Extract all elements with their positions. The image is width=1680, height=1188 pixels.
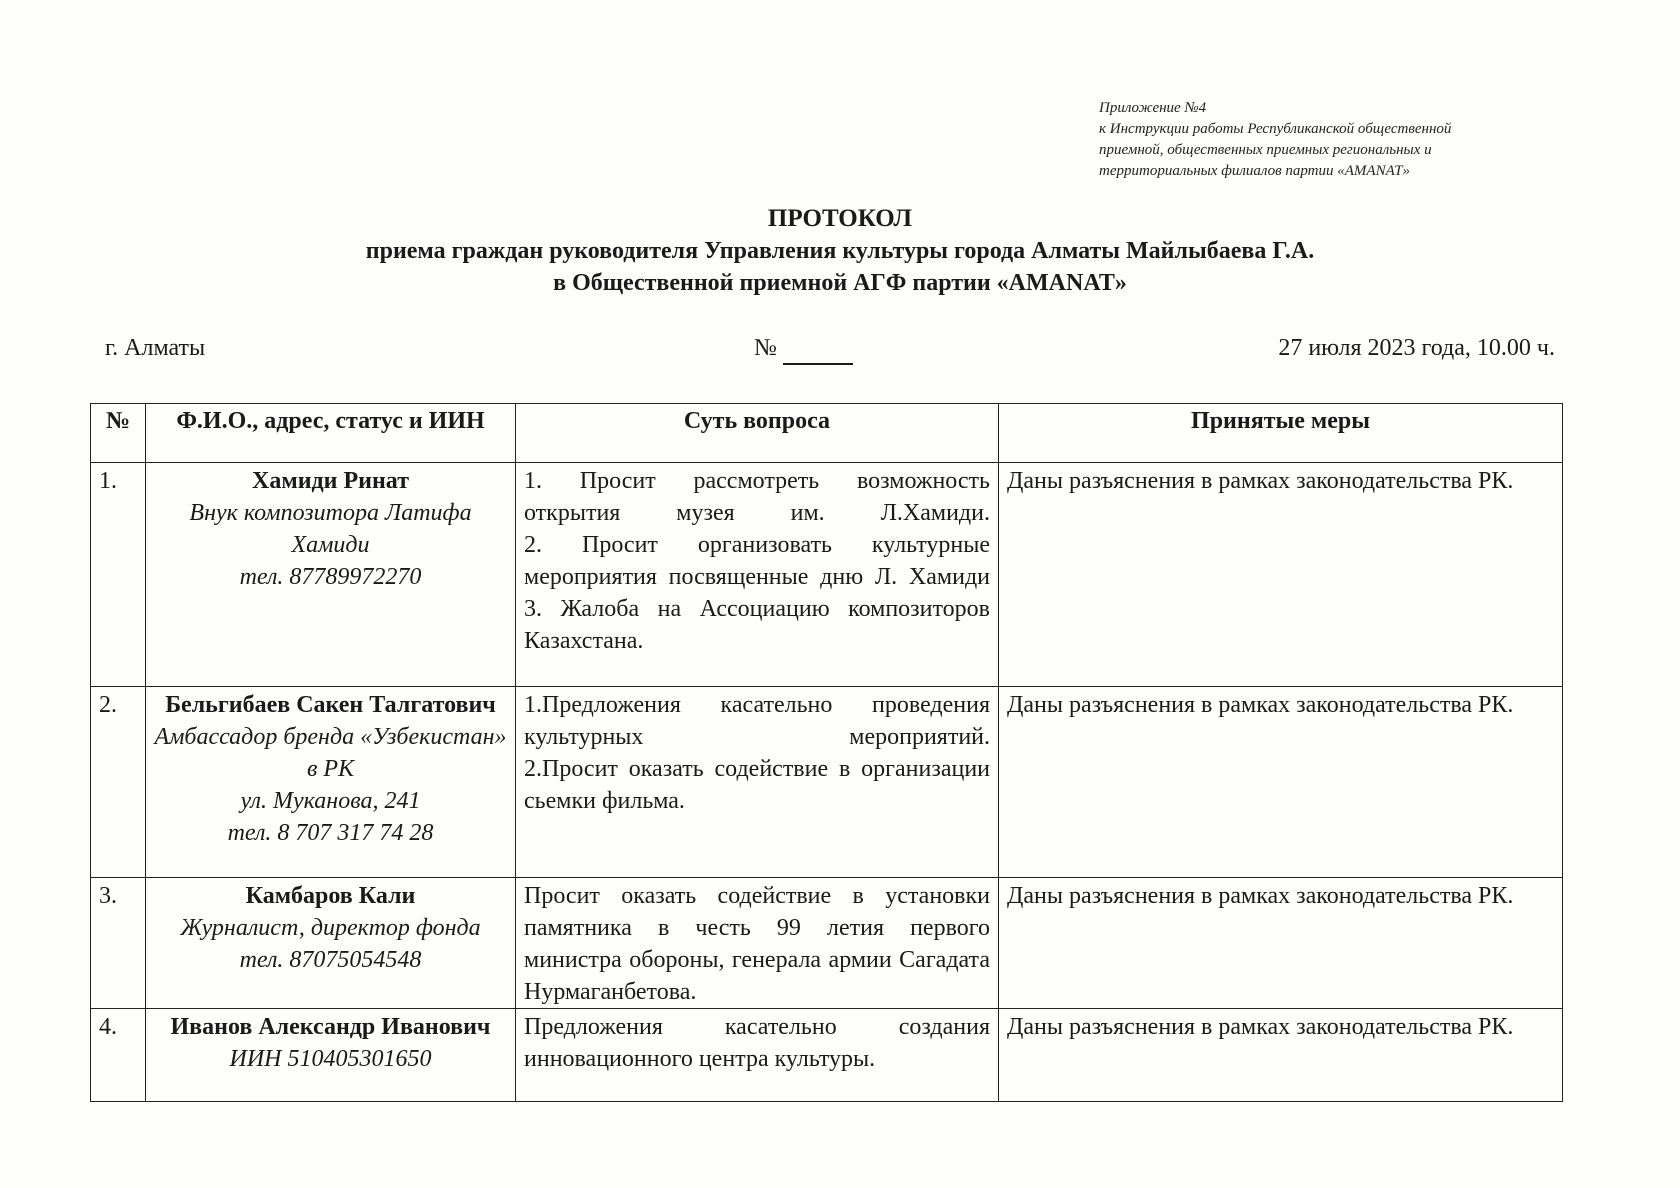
person-name: Камбаров Кали bbox=[245, 883, 416, 909]
number-label: № bbox=[754, 335, 777, 361]
row-result: Даны разъяснения в рамках законодательства РК. bbox=[999, 463, 1563, 687]
header-person: Ф.И.О., адрес, статус и ИИН bbox=[146, 404, 516, 463]
person-info: Журналист, директор фонда bbox=[180, 915, 481, 941]
header-issue: Суть вопроса bbox=[516, 404, 999, 463]
row-issue bbox=[516, 463, 999, 687]
table-row bbox=[91, 463, 1563, 687]
row-number: 1. bbox=[91, 463, 146, 687]
row-issue bbox=[516, 1009, 999, 1102]
issue-item: 1. Просит рассмотреть возможность открытия музея им. Л.Хамиди. bbox=[524, 468, 990, 526]
meta-number bbox=[754, 331, 853, 365]
document-heading bbox=[0, 203, 1680, 299]
person-iin: ИИН 510405301650 bbox=[229, 1046, 432, 1072]
document-title: ПРОТОКОЛ bbox=[767, 205, 913, 232]
row-result: Даны разъяснения в рамках законодательства РК. bbox=[999, 687, 1563, 878]
meta-city: г. Алматы bbox=[105, 335, 206, 361]
row-person bbox=[146, 878, 516, 1009]
appendix-line: к Инструкции работы Республиканской общественной bbox=[1099, 121, 1452, 137]
person-phone: тел. 87789972270 bbox=[239, 564, 422, 590]
row-number: 4. bbox=[91, 1009, 146, 1102]
row-person bbox=[146, 463, 516, 687]
person-name: Бельгибаев Сакен Талгатович bbox=[165, 692, 496, 718]
appendix-line: Приложение №4 bbox=[1099, 100, 1207, 116]
table-row bbox=[91, 1009, 1563, 1102]
appendix-line: территориальных филиалов партии «AMANAT» bbox=[1099, 163, 1411, 179]
protocol-table bbox=[90, 403, 1563, 1102]
meta-date: 27 июля 2023 года, 10.00 ч. bbox=[1278, 335, 1555, 361]
row-result: Даны разъяснения в рамках законодательства РК. bbox=[999, 878, 1563, 1009]
appendix-line: приемной, общественных приемных региональных и bbox=[1099, 142, 1432, 158]
row-result: Даны разъяснения в рамках законодательства РК. bbox=[999, 1009, 1563, 1102]
table-header-row bbox=[91, 404, 1563, 463]
person-name: Хамиди Ринат bbox=[252, 468, 409, 494]
person-name: Иванов Александр Иванович bbox=[170, 1014, 491, 1040]
row-issue bbox=[516, 878, 999, 1009]
issue-item: 1.Предложения касательно проведения культурных мероприятий. bbox=[524, 692, 990, 750]
person-phone: тел. 8 707 317 74 28 bbox=[227, 820, 434, 846]
row-number: 2. bbox=[91, 687, 146, 878]
issue-item: 2.Просит оказать содействие в организации сьемки фильма. bbox=[524, 756, 990, 814]
header-num: № bbox=[91, 404, 146, 463]
person-phone: тел. 87075054548 bbox=[239, 947, 422, 973]
row-person bbox=[146, 1009, 516, 1102]
meta-row bbox=[105, 331, 1555, 365]
document-subtitle-line-2: в Общественной приемной АГФ партии «AMANAT» bbox=[553, 270, 1127, 296]
row-number: 3. bbox=[91, 878, 146, 1009]
table-row bbox=[91, 687, 1563, 878]
row-issue bbox=[516, 687, 999, 878]
person-info: Внук композитора Латифа Хамиди bbox=[189, 500, 472, 558]
document-subtitle-line-1: приема граждан руководителя Управления культуры города Алматы Майлыбаева Г.А. bbox=[365, 238, 1315, 264]
person-address: ул. Муканова, 241 bbox=[240, 788, 421, 814]
issue-item: Просит оказать содействие в установки памятника в честь 99 летия первого министра обороны, генерала армии Сагадата Нурмаганбетова. bbox=[524, 883, 990, 1005]
table-row bbox=[91, 878, 1563, 1009]
person-info: Амбассадор бренда «Узбекистан» в РК bbox=[154, 724, 507, 782]
row-person bbox=[146, 687, 516, 878]
appendix-note bbox=[1099, 98, 1559, 182]
number-blank-line bbox=[783, 337, 853, 365]
issue-item: 3. Жалоба на Ассоциацию композиторов Казахстана. bbox=[524, 596, 990, 654]
header-result: Принятые меры bbox=[999, 404, 1563, 463]
issue-item: 2. Просит организовать культурные мероприятия посвященные дню Л. Хамиди bbox=[524, 532, 990, 590]
issue-item: Предложения касательно создания инновационного центра культуры. bbox=[524, 1014, 990, 1072]
